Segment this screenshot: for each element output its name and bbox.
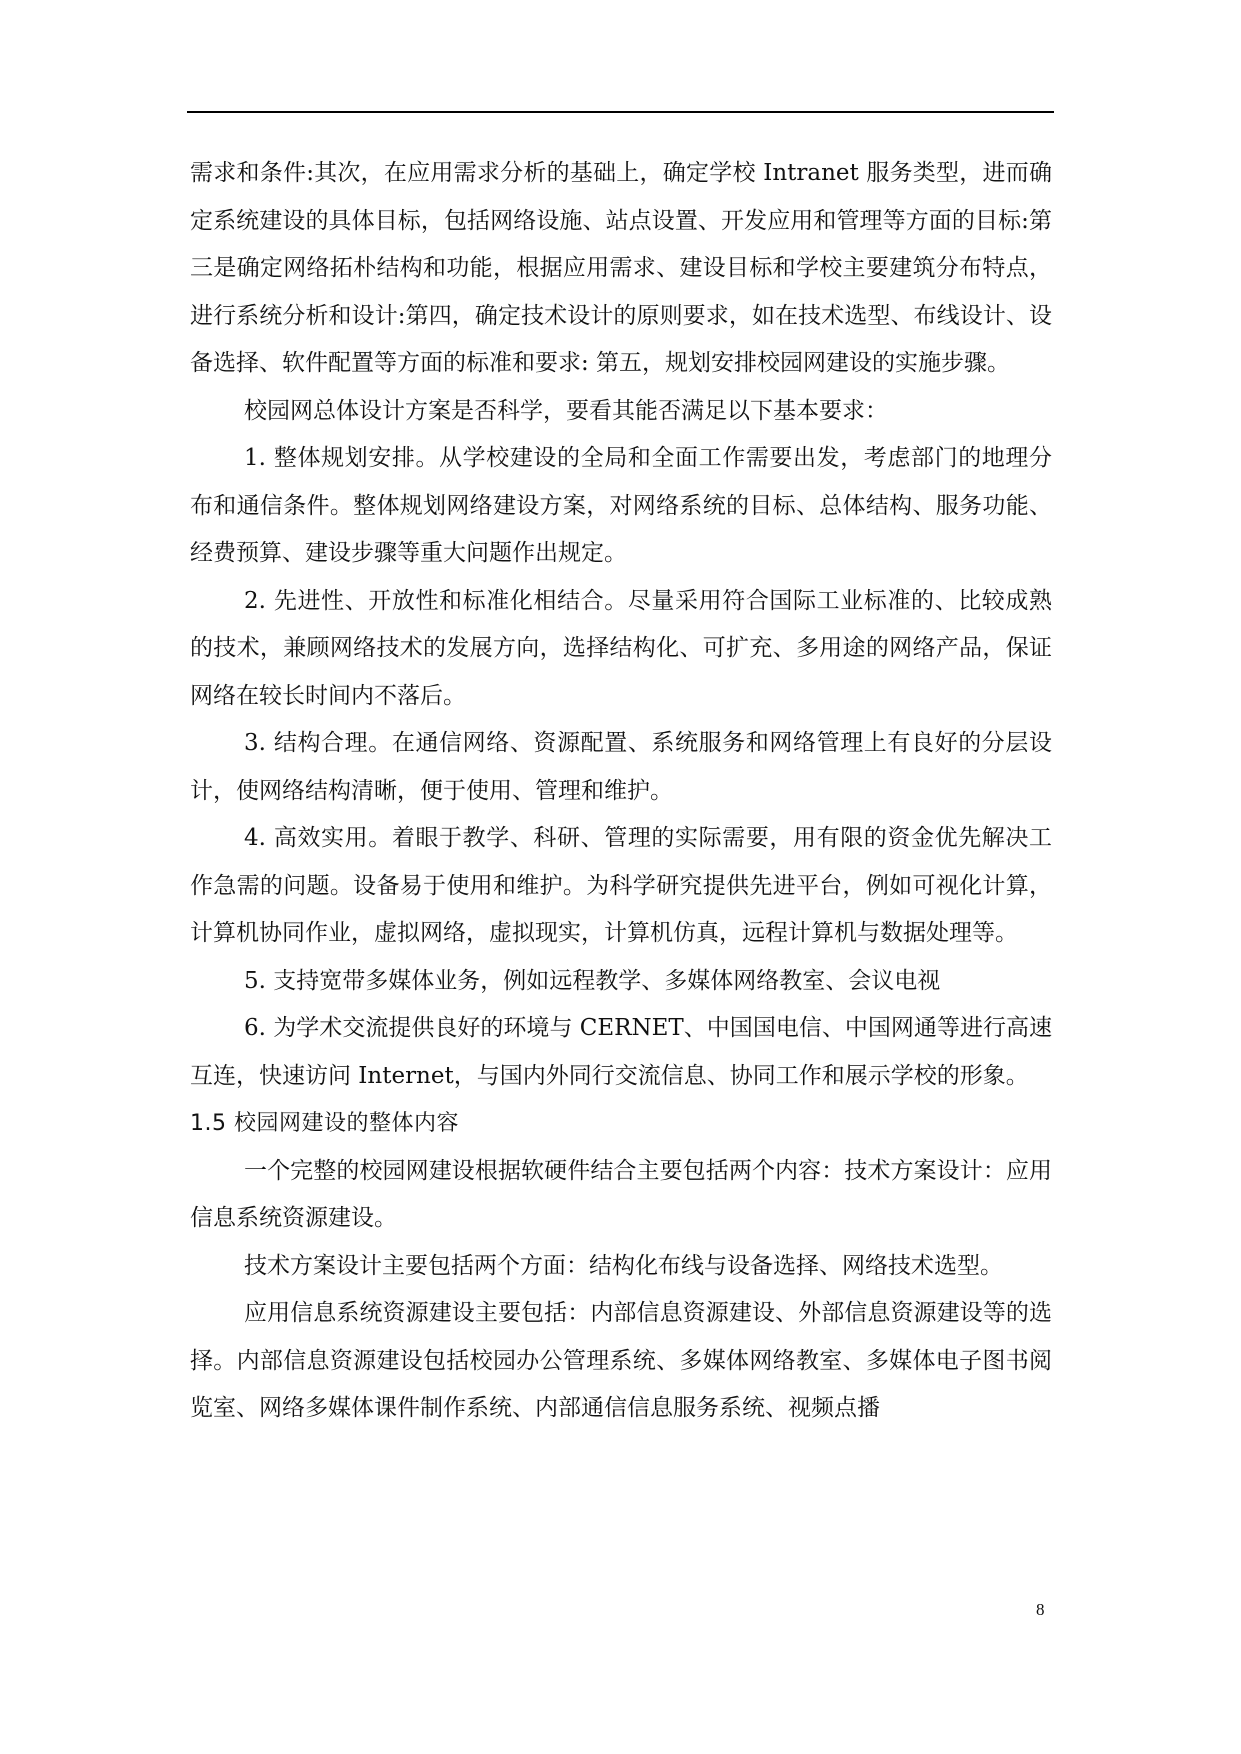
list-item-3: 3. 结构合理。在通信网络、资源配置、系统服务和网络管理上有良好的分层设计，使网络结构清晰，便于使用、管理和维护。 — [190, 730, 1052, 804]
list-item-1: 1. 整体规划安排。从学校建设的全局和全面工作需要出发，考虑部门的地理分布和通信条件。整体规划网络建设方案，对网络系统的目标、总体结构、服务功能、经费预算、建设步骤等重大问题作出规定。 — [190, 445, 1052, 566]
paragraph-continuation: 需求和条件:其次，在应用需求分析的基础上，确定学校 Intranet 服务类型，进而确定系统建设的具体目标，包括网络设施、站点设置、开发应用和管理等方面的目标:第三是确定网络拓朴结构和功能，根据应用需求、建设目标和学校主要建筑分布特点，进行系统分析和设计:第四，确定技术设计的原则要求，如在技术选型、布线设计、设备选择、软件配置等方面的标准和要求: 第五，规划安排校园网建设的实施步骤。 — [190, 160, 1052, 376]
paragraph-requirements-intro: 校园网总体设计方案是否科学，要看其能否满足以下基本要求： — [244, 397, 888, 424]
section-paragraph-1: 一个完整的校园网建设根据软硬件结合主要包括两个内容：技术方案设计：应用信息系统资源建设。 — [190, 1157, 1052, 1231]
list-item-2: 2. 先进性、开放性和标准化相结合。尽量采用符合国际工业标准的、比较成熟的技术，兼顾网络技术的发展方向，选择结构化、可扩充、多用途的网络产品，保证网络在较长时间内不落后。 — [190, 587, 1052, 709]
section-paragraph-2: 技术方案设计主要包括两个方面：结构化布线与设备选择、网络技术选型。 — [244, 1252, 1003, 1279]
section-paragraph-3: 应用信息系统资源建设主要包括：内部信息资源建设、外部信息资源建设等的选择。内部信息资源建设包括校园办公管理系统、多媒体网络教室、多媒体电子图书阅览室、网络多媒体课件制作系统、内部通信信息服务系统、视频点播 — [190, 1300, 1052, 1421]
header-rule — [187, 111, 1054, 113]
section-heading: 1.5 校园网建设的整体内容 — [190, 1111, 459, 1136]
list-item-5: 5. 支持宽带多媒体业务，例如远程教学、多媒体网络教室、会议电视 — [244, 967, 941, 994]
list-item-4: 4. 高效实用。着眼于教学、科研、管理的实际需要，用有限的资金优先解决工作急需的问题。设备易于使用和维护。为科学研究提供先进平台，例如可视化计算，计算机协同作业，虚拟网络，虚拟现实，计算机仿真，远程计算机与数据处理等。 — [190, 825, 1052, 946]
list-item-6: 6. 为学术交流提供良好的环境与 CERNET、中国国电信、中国网通等进行高速互连，快速访问 Internet，与国内外同行交流信息、协同工作和展示学校的形象。 — [190, 1015, 1052, 1089]
body-text — [190, 150, 1052, 1433]
page-number: 8 — [1036, 1600, 1045, 1619]
